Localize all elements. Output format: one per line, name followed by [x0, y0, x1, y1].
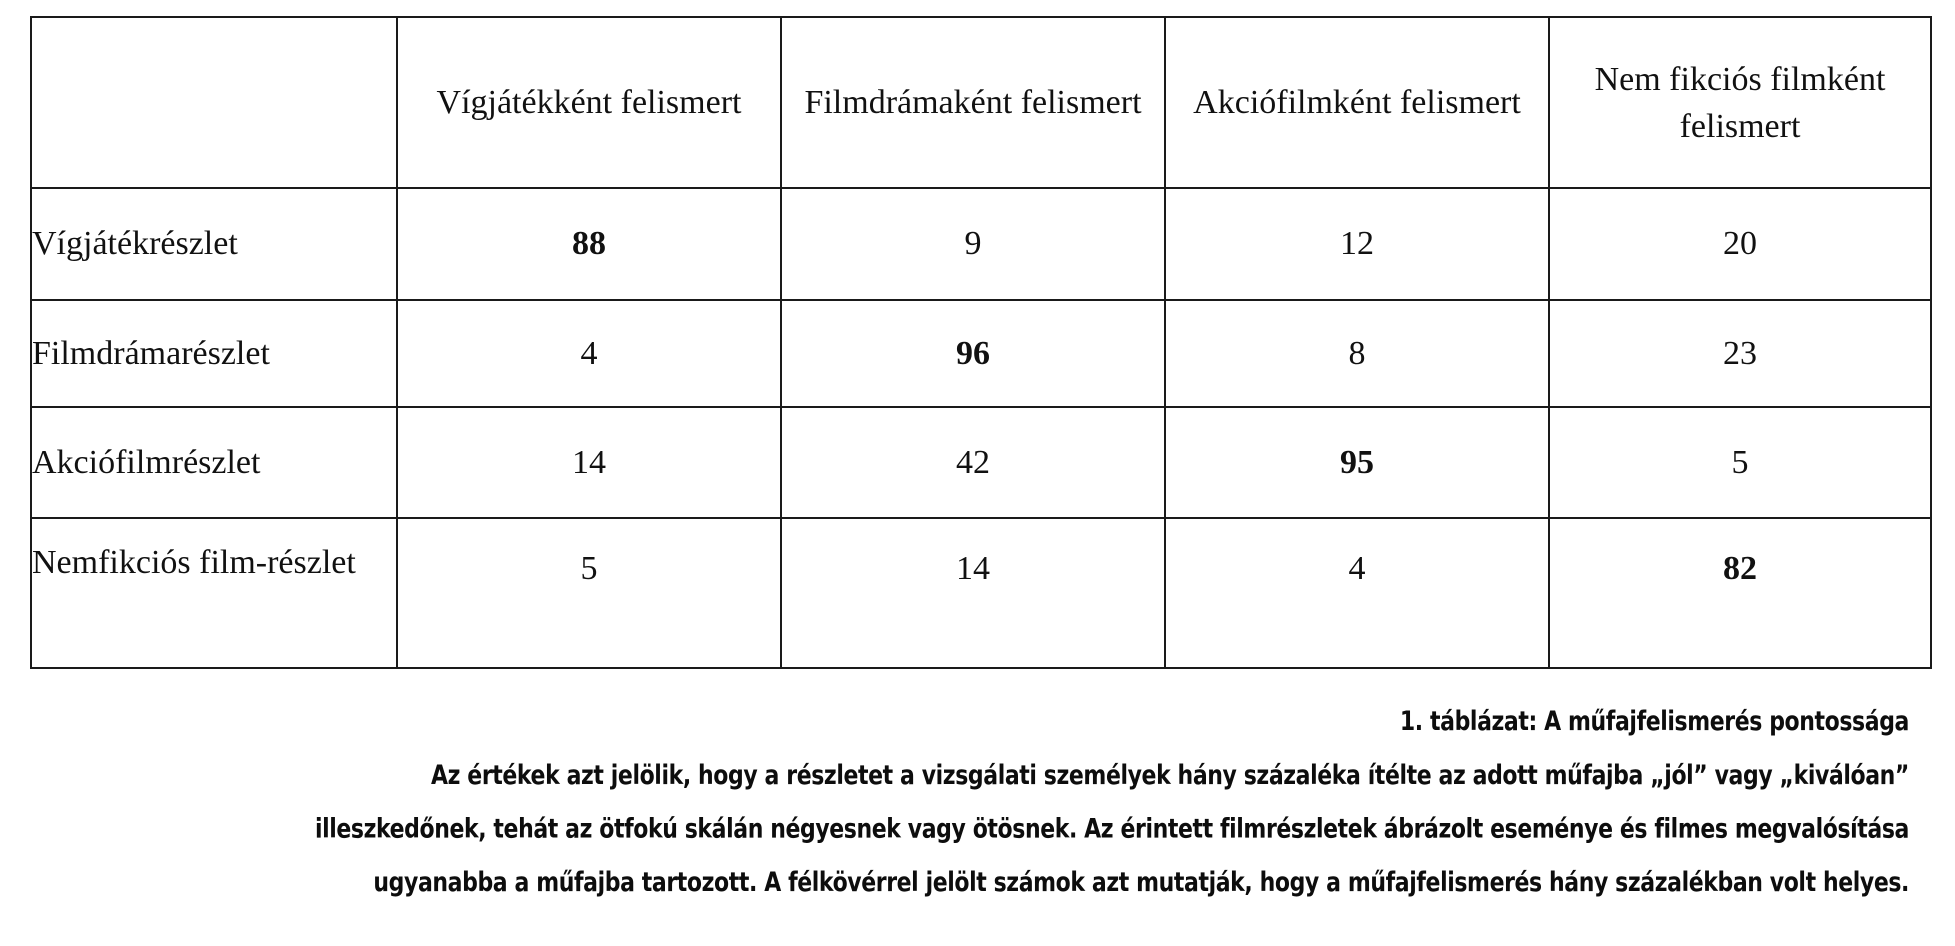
- table-cell: 23: [1549, 300, 1931, 407]
- row-header: Filmdrámarészlet: [31, 300, 397, 407]
- table-cell: 96: [781, 300, 1165, 407]
- table-row: [31, 188, 1931, 300]
- column-header-drama: Filmdrámaként felismert: [781, 17, 1165, 188]
- table-cell: 5: [1549, 407, 1931, 518]
- caption-text-line: illeszkedőnek, tehát az ötfokú skálán négyesnek vagy ötösnek. Az érintett filmrészletek ábrázolt eseménye és filmes megvalósítása: [314, 814, 1909, 845]
- caption-text-line: Az értékek azt jelölik, hogy a részletet a vizsgálati személyek hány százaléka ítélte az adott műfajba „jól” vagy „kiválóan”: [431, 760, 1909, 792]
- row-header: Vígjátékrészlet: [31, 188, 397, 300]
- corner-cell: [31, 17, 397, 188]
- table-cell: 95: [1165, 407, 1549, 518]
- genre-recognition-table: [30, 16, 1932, 669]
- table-row: [31, 407, 1931, 518]
- column-header-comedy: Vígjátékként felismert: [397, 17, 781, 188]
- table-cell: 42: [781, 407, 1165, 518]
- caption-title: 1. táblázat: A műfajfelismerés pontossága: [1399, 706, 1909, 738]
- table-cell: 9: [781, 188, 1165, 300]
- table-row: [31, 518, 1931, 668]
- table-cell: 8: [1165, 300, 1549, 407]
- table-cell: 14: [397, 407, 781, 518]
- column-header-nonfiction: Nem fikciós filmként felismert: [1549, 17, 1931, 188]
- table-cell: 5: [397, 518, 781, 668]
- table-cell: 12: [1165, 188, 1549, 300]
- table-caption: [49, 696, 1909, 911]
- table-cell: 4: [397, 300, 781, 407]
- table-cell: 20: [1549, 188, 1931, 300]
- table-cell: 82: [1549, 518, 1931, 668]
- table-cell: 88: [397, 188, 781, 300]
- row-header: Akciófilmrészlet: [31, 407, 397, 518]
- row-header: Nemfikciós film-részlet: [31, 518, 397, 668]
- caption-text-line: ugyanabba a műfajba tartozott. A félkövérrel jelölt számok azt mutatják, hogy a műfajfelismerés hány százalékban volt helyes.: [373, 868, 1909, 899]
- table-row: [31, 300, 1931, 407]
- table-cell: 4: [1165, 518, 1549, 668]
- table-cell: 14: [781, 518, 1165, 668]
- column-header-action: Akciófilmként felismert: [1165, 17, 1549, 188]
- table-header-row: [31, 17, 1931, 188]
